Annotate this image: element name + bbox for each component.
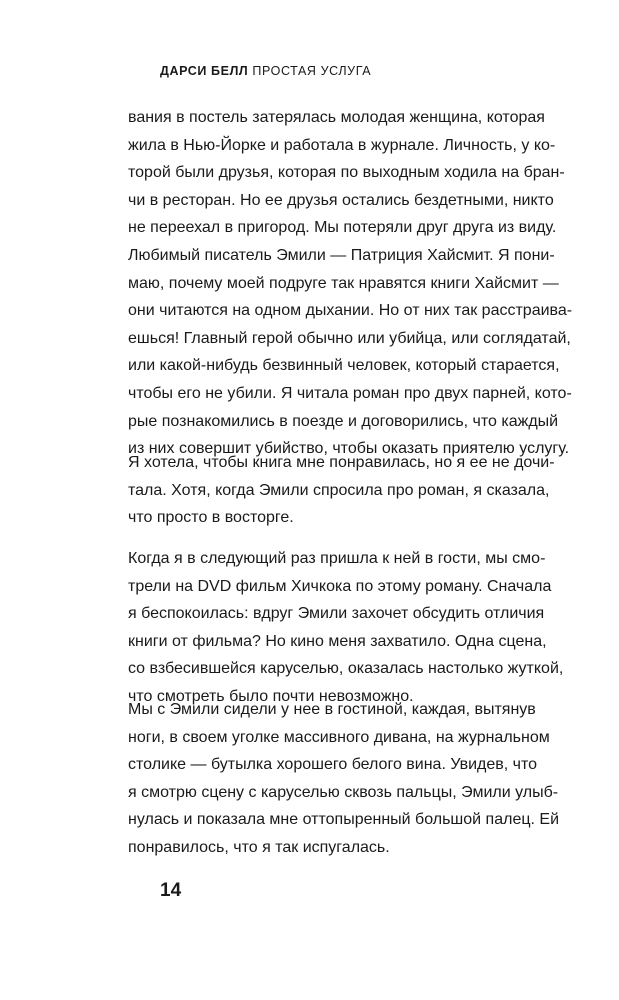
text-line: понравилось, что я так испугалась.: [128, 838, 390, 856]
paragraph-5: [128, 696, 560, 862]
text-line: Мы с Эмили сидели у нее в гостиной, каждая, вытянув: [128, 701, 536, 718]
text-line: что смотреть было почти невозможно.: [128, 687, 414, 705]
text-line: столике — бутылка хорошего белого вина. Увидев, что: [128, 756, 538, 774]
text-line: из них совершит убийство, чтобы оказать приятелю услугу.: [128, 440, 570, 458]
text-line: нулась и показала мне оттопыренный большой палец. Ей: [128, 811, 560, 829]
text-line: ноги, в своем уголке массивного дивана, на журнальном: [128, 728, 550, 746]
paragraph-1: [128, 104, 565, 242]
text-line: я смотрю сцену с каруселью сквозь пальцы, Эмили улыб-: [128, 783, 559, 801]
text-line: тала. Хотя, когда Эмили спросила про роман, я сказала,: [128, 481, 550, 499]
text-line: маю, почему моей подруге так нравятся книги Хайсмит —: [128, 274, 559, 292]
page-number: 14: [160, 880, 182, 901]
header-author: ДАРСИ БЕЛЛ: [160, 64, 249, 78]
text-line: не переехал в пригород. Мы потеряли друг друга из виду.: [128, 219, 557, 237]
text-line: или какой-нибудь безвинный человек, который старается,: [128, 357, 560, 375]
text-line: со взбесившейся каруселью, оказалась настолько жуткой,: [128, 660, 564, 678]
text-line: ешься! Главный герой обычно или убийца, или соглядатай,: [128, 329, 571, 347]
text-line: рые познакомились в поезде и договорились, что каждый: [128, 412, 559, 430]
text-line: они читаются на одном дыхании. Но от них так расстраива-: [128, 302, 573, 320]
paragraph-3: [128, 449, 555, 532]
text-line: я беспокоилась: вдруг Эмили захочет обсудить отличия: [128, 605, 545, 623]
text-line: торой были друзья, которая по выходным ходила на бран-: [128, 164, 565, 182]
text-line: вания в постель затерялась молодая женщина, которая: [128, 109, 545, 126]
text-line: что просто в восторге.: [128, 509, 294, 527]
text-line: книги от фильма? Но кино меня захватило. Одна сцена,: [128, 632, 547, 650]
header-book-title: ПРОСТАЯ УСЛУГА: [252, 64, 372, 78]
text-line: Любимый писатель Эмили — Патриция Хайсмит. Я пони-: [128, 247, 555, 264]
text-line: Когда я в следующий раз пришла к ней в гости, мы смо-: [128, 550, 546, 567]
text-line: чтобы его не убили. Я читала роман про двух парней, кото-: [128, 384, 572, 402]
paragraph-4: [128, 545, 564, 711]
running-header: [160, 64, 371, 78]
text-line: чи в ресторан. Но ее друзья остались бездетными, никто: [128, 191, 554, 209]
text-line: трели на DVD фильм Хичкока по этому роману. Сначала: [128, 577, 552, 595]
text-line: Я хотела, чтобы книга мне понравилась, но я ее не дочи-: [128, 454, 555, 471]
text-line: жила в Нью-Йорке и работала в журнале. Личность, у ко-: [128, 136, 556, 154]
